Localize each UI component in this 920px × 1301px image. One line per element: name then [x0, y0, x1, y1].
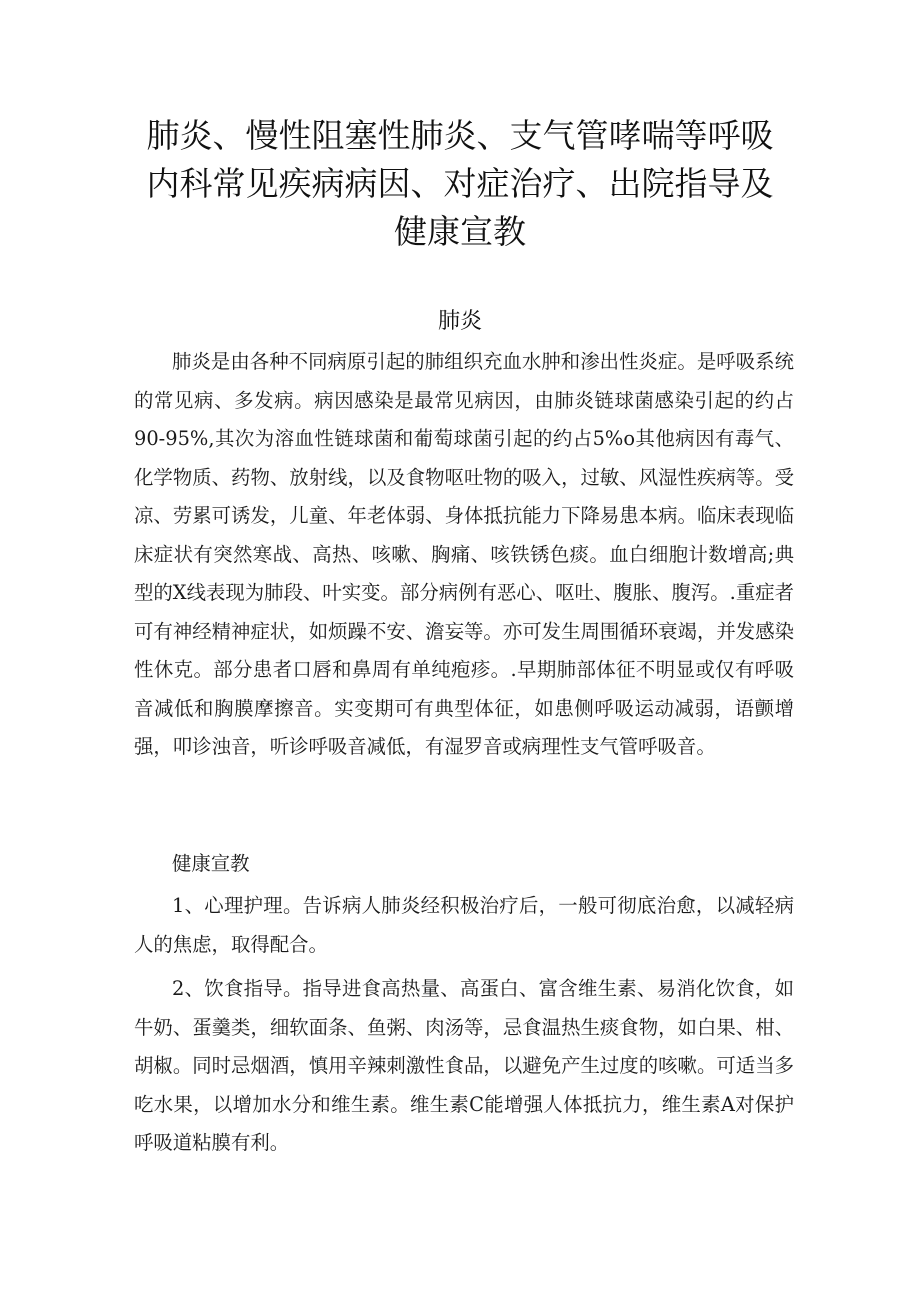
intro-paragraph: 肺炎是由各种不同病原引起的肺组织充血水肿和渗出性炎症。是呼吸系统的常见病、多发病。病因感染是最常见病因，由肺炎链球菌感染引起的约占90-95%,其次为溶血性链球菌和葡萄球菌引起的约占5%o其他病因有毒气、化学物质、药物、放射线，以及食物呕吐物的吸入，过敏、风湿性疾病等。受凉、劳累可诱发，儿童、年老体弱、身体抵抗能力下降易患本病。临床表现临床症状有突然寒战、高热、咳嗽、胸痛、咳铁锈色痰。血白细胞计数增高;典型的X线表现为肺段、叶实变。部分病例有恶心、呕吐、腹胀、腹泻。.重症者可有神经精神症状，如烦躁不安、澹妄等。亦可发生周围循环衰竭，并发感染性休克。部分患者口唇和鼻周有单纯疱疹。.早期肺部体征不明显或仅有呼吸音减低和胸膜摩擦音。实变期可有典型体征，如患侧呼吸运动减弱，语颤增强，叩诊浊音，听诊呼吸音减低，有湿罗音或病理性支气管呼吸音。 [134, 350, 794, 758]
section-heading-pneumonia: 肺炎 [437, 309, 482, 334]
education-item-2: 2、饮食指导。指导进食高热量、高蛋白、富含维生素、易消化饮食，如牛奶、蛋羹类，细软面条、鱼粥、肉汤等，忌食温热生痰食物，如白果、柑、胡椒。同时忌烟酒，慎用辛辣刺激性食品，以避免产生过度的咳嗽。可适当多吃水果，以增加水分和维生素。维生素C能增强人体抵抗力，维生素A对保护呼吸道粘膜有利。 [134, 977, 794, 1154]
title-line-2: 内科常见疾病病因、对症治疗、出院指导及 [146, 164, 774, 203]
document-title [120, 112, 800, 256]
title-line-3: 健康宣教 [394, 212, 526, 251]
title-line-1: 肺炎、慢性阻塞性肺炎、支气管哮喘等呼吸 [146, 116, 774, 155]
health-education-heading: 健康宣教 [172, 852, 250, 875]
education-item-1: 1、心理护理。告诉病人肺炎经积极治疗后，一般可彻底治愈，以减轻病人的焦虑，取得配合。 [134, 894, 794, 956]
